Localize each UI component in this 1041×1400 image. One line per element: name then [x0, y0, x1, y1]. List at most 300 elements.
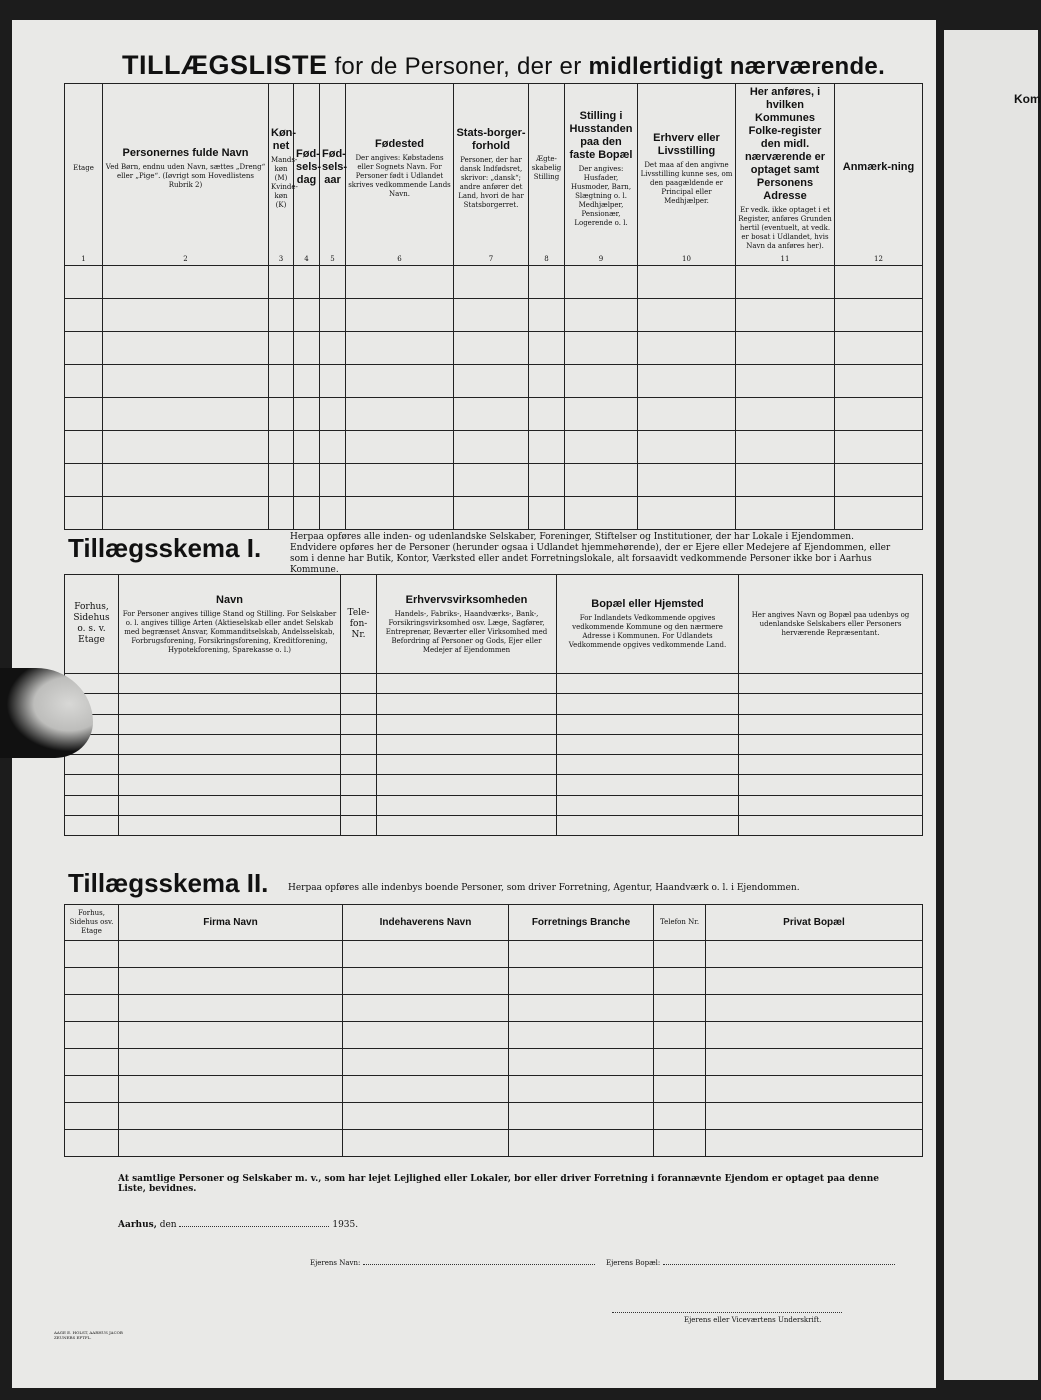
- table-cell[interactable]: [706, 1076, 923, 1103]
- table-cell[interactable]: [65, 941, 119, 968]
- table-row: [65, 714, 923, 734]
- table-cell[interactable]: [654, 1022, 706, 1049]
- table-cell[interactable]: [654, 1049, 706, 1076]
- table-row: [65, 398, 923, 431]
- table-cell[interactable]: [557, 694, 739, 714]
- main-header-text: Ægte-skabelig Stilling: [531, 155, 562, 181]
- table-cell[interactable]: [341, 795, 377, 815]
- table-cell[interactable]: [565, 299, 638, 332]
- table-row: [65, 266, 923, 299]
- owner-address-line: [606, 1256, 895, 1267]
- skema1-header-cell-6: [739, 575, 923, 674]
- table-cell[interactable]: [835, 299, 923, 332]
- table-cell[interactable]: [294, 464, 320, 497]
- main-list-table: [64, 83, 923, 530]
- table-cell[interactable]: [739, 734, 923, 754]
- table-cell[interactable]: [65, 332, 103, 365]
- table-cell[interactable]: [736, 365, 835, 398]
- main-header-title: Fød-sels-aar: [322, 147, 348, 186]
- table-cell[interactable]: [119, 1049, 343, 1076]
- table-cell[interactable]: [739, 755, 923, 775]
- table-cell[interactable]: [103, 497, 269, 530]
- column-number: 9: [598, 255, 604, 263]
- skema1-header-row: [65, 575, 923, 674]
- main-header-title: Fød-sels-dag: [296, 147, 322, 186]
- main-header-text: Personer, der har dansk Indfødsret, skrivor: „dansk“; andre anfører det Land, hvori de har Statsborgerret.: [458, 156, 524, 209]
- skema1-header-text: For Indlandets Vedkommende opgives vedkommende Kommune og den nærmere Adresse i Kommunen. For Udlandets Vedkommende opgives vedkommende Land.: [568, 614, 727, 650]
- main-header-cell-1: [65, 84, 103, 266]
- main-header-cell-7: [454, 84, 529, 266]
- table-cell[interactable]: [706, 941, 923, 968]
- table-cell[interactable]: [65, 1130, 119, 1157]
- table-cell[interactable]: [454, 497, 529, 530]
- main-header-title: Her anføres, i hvilken Kommunes Folke-register den midl. nærværende er optaget samt Personens Adresse: [744, 86, 826, 202]
- skema1-header-title: Navn: [216, 593, 243, 606]
- table-cell[interactable]: [320, 398, 346, 431]
- table-row: [65, 464, 923, 497]
- table-cell[interactable]: [119, 995, 343, 1022]
- table-cell[interactable]: [65, 365, 103, 398]
- table-cell[interactable]: [377, 755, 557, 775]
- owner-address-field[interactable]: [663, 1256, 895, 1265]
- table-cell[interactable]: [341, 815, 377, 835]
- form-page: [12, 20, 936, 1388]
- table-cell[interactable]: [65, 795, 119, 815]
- table-cell[interactable]: [835, 266, 923, 299]
- table-cell[interactable]: [736, 431, 835, 464]
- table-cell[interactable]: [654, 1103, 706, 1130]
- table-cell[interactable]: [835, 464, 923, 497]
- table-cell[interactable]: [557, 674, 739, 694]
- column-number: 3: [278, 255, 284, 263]
- column-number: 11: [780, 255, 790, 263]
- main-header-cell-6: [346, 84, 454, 266]
- table-cell[interactable]: [377, 795, 557, 815]
- table-cell[interactable]: [65, 755, 119, 775]
- table-cell[interactable]: [119, 815, 341, 835]
- table-cell[interactable]: [739, 714, 923, 734]
- table-cell[interactable]: [835, 398, 923, 431]
- table-row: [65, 1103, 923, 1130]
- title-part1: for de Personer, der er: [334, 53, 582, 80]
- table-cell[interactable]: [736, 398, 835, 431]
- table-cell[interactable]: [294, 497, 320, 530]
- table-cell[interactable]: [343, 995, 509, 1022]
- table-cell[interactable]: [341, 775, 377, 795]
- skema1-header-text: Tele-fon-Nr.: [347, 607, 370, 640]
- table-cell[interactable]: [835, 431, 923, 464]
- table-cell[interactable]: [269, 431, 294, 464]
- table-row: [65, 815, 923, 835]
- table-cell[interactable]: [529, 431, 565, 464]
- table-cell[interactable]: [706, 1049, 923, 1076]
- main-header-title: Stats-borger-forhold: [456, 127, 526, 152]
- table-cell[interactable]: [343, 1049, 509, 1076]
- column-number: 2: [183, 255, 188, 263]
- table-cell[interactable]: [119, 734, 341, 754]
- skema1-header-title: Erhvervsvirksomheden: [405, 593, 528, 606]
- table-cell[interactable]: [343, 968, 509, 995]
- table-cell[interactable]: [529, 497, 565, 530]
- table-cell[interactable]: [119, 694, 341, 714]
- table-cell[interactable]: [739, 815, 923, 835]
- table-cell[interactable]: [269, 365, 294, 398]
- skema2-description: Herpaa opføres alle indenbys boende Personer, som driver Forretning, Agentur, Haandværk o. l. i Ejendommen.: [288, 883, 800, 893]
- main-header-cell-3: [269, 84, 298, 266]
- owner-name-line: [310, 1256, 595, 1267]
- signature-label: Ejerens eller Viceværtens Underskrift.: [684, 1316, 822, 1324]
- table-row: [65, 995, 923, 1022]
- owner-name-field[interactable]: [363, 1256, 595, 1265]
- table-cell[interactable]: [529, 464, 565, 497]
- table-cell[interactable]: [565, 398, 638, 431]
- table-cell[interactable]: [706, 1130, 923, 1157]
- main-header-cell-2: [103, 84, 269, 266]
- table-cell[interactable]: [119, 714, 341, 734]
- table-cell[interactable]: [835, 332, 923, 365]
- table-cell[interactable]: [557, 755, 739, 775]
- table-cell[interactable]: [346, 266, 454, 299]
- printer-mark: AAGE E. HOLST, AARHUS JACOB ZEUNERS EFTFL.: [54, 1330, 123, 1340]
- table-cell[interactable]: [736, 332, 835, 365]
- table-cell[interactable]: [739, 674, 923, 694]
- skema2-header-cell-6: Privat Bopæl: [706, 905, 923, 941]
- table-cell[interactable]: [739, 795, 923, 815]
- skema1-header-title: Bopæl eller Hjemsted: [591, 598, 704, 611]
- table-cell[interactable]: [638, 332, 736, 365]
- column-number: 4: [304, 255, 309, 263]
- table-cell[interactable]: [654, 995, 706, 1022]
- table-cell[interactable]: [736, 266, 835, 299]
- table-cell[interactable]: [377, 815, 557, 835]
- table-cell[interactable]: [294, 266, 320, 299]
- table-cell[interactable]: [65, 1022, 119, 1049]
- table-cell[interactable]: [557, 815, 739, 835]
- main-header-text: Der angives: Husfader, Husmoder, Barn, Slægtning o. l. Medhjælper, Pensionær, Logerende o. l.: [570, 164, 632, 227]
- table-cell[interactable]: [706, 995, 923, 1022]
- skema2-header-cell-4: Forretnings Branche: [509, 905, 654, 941]
- year-label: 1935.: [332, 1220, 359, 1230]
- table-cell[interactable]: [103, 431, 269, 464]
- table-row: [65, 941, 923, 968]
- table-cell[interactable]: [341, 674, 377, 694]
- table-cell[interactable]: [377, 714, 557, 734]
- table-cell[interactable]: [346, 431, 454, 464]
- table-cell[interactable]: [706, 1103, 923, 1130]
- column-number: 1: [81, 255, 86, 263]
- main-header-cell-11: [736, 84, 835, 266]
- table-row: [65, 734, 923, 754]
- table-row: [65, 431, 923, 464]
- table-cell[interactable]: [294, 431, 320, 464]
- table-cell[interactable]: [565, 497, 638, 530]
- skema1-header-text: For Personer angives tillige Stand og Stilling. For Selskaber o. l. angives tillige Arten (Aktieselskab eller andet Selskab med begrænset Ansvar, Kommanditselskab, Andelsselskab, Forbrugsforening, Forsikringsforening, Kreditforening, Hypotekforening, Sparekasse o. l.): [122, 609, 337, 654]
- table-cell[interactable]: [65, 1103, 119, 1130]
- table-cell[interactable]: [454, 299, 529, 332]
- column-number: 10: [682, 255, 691, 263]
- table-cell[interactable]: [529, 332, 565, 365]
- column-number: 6: [397, 255, 402, 263]
- table-row: [65, 1130, 923, 1157]
- owner-address-label: Ejerens Bopæl:: [606, 1259, 661, 1267]
- table-cell[interactable]: [565, 365, 638, 398]
- table-cell[interactable]: [320, 497, 346, 530]
- signature-field[interactable]: [612, 1312, 842, 1313]
- main-header-text: Ved Børn, endnu uden Navn, sættes „Dreng“ eller „Pige“. (Iøvrigt som Hovedlistens Rubrik 2): [105, 163, 266, 189]
- table-cell[interactable]: [529, 266, 565, 299]
- table-cell[interactable]: [565, 332, 638, 365]
- main-header-text: Etage: [73, 164, 94, 172]
- skema1-header-text: Her angives Navn og Bopæl paa udenbys og udenlandske Selskabers eller Personers herværende Repræsentant.: [751, 610, 910, 637]
- table-row: [65, 365, 923, 398]
- table-cell[interactable]: [103, 365, 269, 398]
- table-cell[interactable]: [103, 464, 269, 497]
- table-cell[interactable]: [706, 1022, 923, 1049]
- table-cell[interactable]: [509, 995, 654, 1022]
- skema2-title: Tillægsskema II.: [68, 868, 269, 898]
- table-cell[interactable]: [294, 299, 320, 332]
- date-line: [118, 1218, 358, 1230]
- table-cell[interactable]: [529, 299, 565, 332]
- title-bold: midlertidigt nærværende.: [588, 53, 886, 80]
- owner-name-label: Ejerens Navn:: [310, 1259, 361, 1267]
- table-row: [65, 795, 923, 815]
- table-cell[interactable]: [65, 1076, 119, 1103]
- table-cell[interactable]: [454, 431, 529, 464]
- table-cell[interactable]: [65, 775, 119, 795]
- table-cell[interactable]: [294, 365, 320, 398]
- table-cell[interactable]: [736, 464, 835, 497]
- table-cell[interactable]: [509, 1130, 654, 1157]
- table-cell[interactable]: [65, 815, 119, 835]
- main-header-row: [65, 84, 923, 266]
- table-cell[interactable]: [835, 497, 923, 530]
- table-cell[interactable]: [320, 299, 346, 332]
- table-row: [65, 1076, 923, 1103]
- table-cell[interactable]: [454, 398, 529, 431]
- den-label: den: [159, 1220, 177, 1230]
- table-cell[interactable]: [654, 1076, 706, 1103]
- table-cell[interactable]: [509, 1022, 654, 1049]
- table-cell[interactable]: [294, 398, 320, 431]
- skema2-header-cell-1: Forhus, Sidehus osv. Etage: [65, 905, 119, 941]
- table-cell[interactable]: [341, 694, 377, 714]
- skema1-header-cell-4: [377, 575, 557, 674]
- skema2-header-cell-5: Telefon Nr.: [654, 905, 706, 941]
- table-cell[interactable]: [320, 431, 346, 464]
- table-cell[interactable]: [65, 464, 103, 497]
- table-cell[interactable]: [294, 332, 320, 365]
- table-cell[interactable]: [654, 1130, 706, 1157]
- table-cell[interactable]: [454, 464, 529, 497]
- table-cell[interactable]: [557, 795, 739, 815]
- table-cell[interactable]: [269, 398, 294, 431]
- column-number: 5: [330, 255, 335, 263]
- skema1-description: Herpaa opføres alle inden- og udenlandske Selskaber, Foreninger, Stiftelser og Institutioner, der har Lokale i Ejendommen. Endvidere opføres her de Personer (herunder ogsaa i Udlandet hjemmehørende), der er Ejere eller Medejere af Ejendommen, eller som i denne har Butik, Kontor, Værksted eller andet Forretningslokale, alt forsaavidt vedkommende Personer ikke bor i Aarhus Kommune.: [290, 532, 891, 575]
- table-row: [65, 968, 923, 995]
- table-cell[interactable]: [65, 1049, 119, 1076]
- table-cell[interactable]: [454, 365, 529, 398]
- main-header-cell-4: [294, 84, 320, 266]
- skema1-header-cell-3: [341, 575, 377, 674]
- column-number: 7: [488, 255, 494, 263]
- table-cell[interactable]: [341, 755, 377, 775]
- table-cell[interactable]: [706, 968, 923, 995]
- table-cell[interactable]: [638, 365, 736, 398]
- table-cell[interactable]: [346, 464, 454, 497]
- table-cell[interactable]: [320, 332, 346, 365]
- table-cell[interactable]: [320, 365, 346, 398]
- skema1-header-cell-5: [557, 575, 739, 674]
- table-cell[interactable]: [119, 1103, 343, 1130]
- table-cell[interactable]: [638, 497, 736, 530]
- title-main: TILLÆGSLISTE: [122, 50, 328, 80]
- table-cell[interactable]: [638, 431, 736, 464]
- main-header-cell-12: [835, 84, 923, 266]
- table-cell[interactable]: [119, 941, 343, 968]
- table-cell[interactable]: [377, 734, 557, 754]
- table-cell[interactable]: [269, 266, 294, 299]
- table-row: [65, 674, 923, 694]
- table-cell[interactable]: [557, 714, 739, 734]
- table-cell[interactable]: [739, 694, 923, 714]
- table-cell[interactable]: [638, 299, 736, 332]
- table-cell[interactable]: [736, 497, 835, 530]
- skema2-table: [64, 904, 923, 1157]
- table-cell[interactable]: [269, 497, 294, 530]
- table-cell[interactable]: [65, 995, 119, 1022]
- table-cell[interactable]: [320, 266, 346, 299]
- table-cell[interactable]: [341, 734, 377, 754]
- table-cell[interactable]: [739, 775, 923, 795]
- main-header-text: Det maa af den angivne Livsstilling kunne ses, om den paagældende er Principal eller Medhjælper.: [640, 160, 733, 205]
- table-cell[interactable]: [65, 431, 103, 464]
- table-cell[interactable]: [509, 1049, 654, 1076]
- table-cell[interactable]: [65, 299, 103, 332]
- table-cell[interactable]: [119, 755, 341, 775]
- main-header-cell-8: [529, 84, 565, 266]
- table-cell[interactable]: [65, 266, 103, 299]
- table-cell[interactable]: [638, 266, 736, 299]
- table-cell[interactable]: [654, 968, 706, 995]
- table-cell[interactable]: [269, 332, 294, 365]
- table-cell[interactable]: [654, 941, 706, 968]
- table-cell[interactable]: [346, 398, 454, 431]
- table-cell[interactable]: [343, 1130, 509, 1157]
- main-header-cell-10: [638, 84, 736, 266]
- table-cell[interactable]: [119, 775, 341, 795]
- table-cell[interactable]: [565, 431, 638, 464]
- table-cell[interactable]: [346, 299, 454, 332]
- main-header-title: Stilling i Husstanden paa den faste Bopæl: [569, 109, 633, 161]
- table-cell[interactable]: [509, 1076, 654, 1103]
- table-cell[interactable]: [557, 734, 739, 754]
- table-cell[interactable]: [269, 464, 294, 497]
- table-cell[interactable]: [509, 968, 654, 995]
- table-cell[interactable]: [343, 1076, 509, 1103]
- date-field[interactable]: [179, 1218, 329, 1227]
- table-cell[interactable]: [377, 694, 557, 714]
- table-cell[interactable]: [343, 1022, 509, 1049]
- table-cell[interactable]: [65, 398, 103, 431]
- table-cell[interactable]: [377, 775, 557, 795]
- skema2-header-row: [65, 905, 923, 941]
- table-cell[interactable]: [65, 968, 119, 995]
- main-header-title: Fødested: [375, 138, 424, 150]
- table-row: [65, 1022, 923, 1049]
- table-cell[interactable]: [103, 266, 269, 299]
- declaration-text: At samtlige Personer og Selskaber m. v., som har lejet Lejlighed eller Lokaler, bor eller driver Forretning i forannævnte Ejendom er optaget paa denne Liste, bevidnes.: [118, 1174, 880, 1194]
- main-header-title: Anmærk-ning: [842, 160, 915, 173]
- table-cell[interactable]: [736, 299, 835, 332]
- table-cell[interactable]: [119, 674, 341, 694]
- next-page-text: Kom: [1014, 92, 1041, 106]
- column-number: 12: [874, 255, 883, 263]
- skema1-header-text: Handels-, Fabriks-, Haandværks-, Bank-, Forsikringsvirksomhed osv. Læge, Sagfører, Entreprenør, Beværter eller Virksomhed med Befordring af Personer og Gods, Ejer eller Medejer af Ejendommen: [385, 609, 548, 654]
- table-cell[interactable]: [103, 299, 269, 332]
- skema1-header-cell-1: [65, 575, 119, 674]
- table-cell[interactable]: [269, 299, 294, 332]
- table-cell[interactable]: [509, 941, 654, 968]
- table-cell[interactable]: [529, 365, 565, 398]
- table-cell[interactable]: [119, 1076, 343, 1103]
- main-header-title: Erhverv eller Livsstilling: [653, 131, 720, 157]
- table-cell[interactable]: [119, 1022, 343, 1049]
- table-cell[interactable]: [346, 497, 454, 530]
- table-cell[interactable]: [65, 497, 103, 530]
- table-cell[interactable]: [529, 398, 565, 431]
- column-number: 8: [544, 255, 549, 263]
- table-cell[interactable]: [341, 714, 377, 734]
- table-row: [65, 775, 923, 795]
- table-cell[interactable]: [557, 775, 739, 795]
- table-row: [65, 332, 923, 365]
- table-cell[interactable]: [119, 795, 341, 815]
- table-cell[interactable]: [454, 266, 529, 299]
- table-cell[interactable]: [565, 464, 638, 497]
- table-cell[interactable]: [119, 1130, 343, 1157]
- table-row: [65, 299, 923, 332]
- table-cell[interactable]: [377, 674, 557, 694]
- table-cell[interactable]: [638, 464, 736, 497]
- next-page-edge: [944, 30, 1041, 1380]
- skema1-header-cell-2: [119, 575, 341, 674]
- table-row: [65, 694, 923, 714]
- table-cell[interactable]: [509, 1103, 654, 1130]
- table-row: [65, 1049, 923, 1076]
- table-cell[interactable]: [320, 464, 346, 497]
- table-cell[interactable]: [119, 968, 343, 995]
- skema1-title: Tillægsskema I.: [68, 533, 262, 563]
- table-cell[interactable]: [103, 398, 269, 431]
- table-cell[interactable]: [565, 266, 638, 299]
- skema2-header-cell-3: Indehaverens Navn: [343, 905, 509, 941]
- table-cell[interactable]: [346, 332, 454, 365]
- main-header-text: Der angives: Købstadens eller Sognets Navn. For Personer født i Udlandet skrives vedkommende Lands Navn.: [348, 154, 451, 198]
- table-cell[interactable]: [103, 332, 269, 365]
- skema2-header-cell-2: Firma Navn: [119, 905, 343, 941]
- main-header-title: Køn-net: [271, 127, 297, 152]
- table-cell[interactable]: [454, 332, 529, 365]
- table-cell[interactable]: [346, 365, 454, 398]
- main-header-cell-9: [565, 84, 638, 266]
- table-cell[interactable]: [638, 398, 736, 431]
- table-cell[interactable]: [343, 1103, 509, 1130]
- table-row: [65, 497, 923, 530]
- table-cell[interactable]: [343, 941, 509, 968]
- skema1-table: [64, 574, 923, 836]
- table-cell[interactable]: [835, 365, 923, 398]
